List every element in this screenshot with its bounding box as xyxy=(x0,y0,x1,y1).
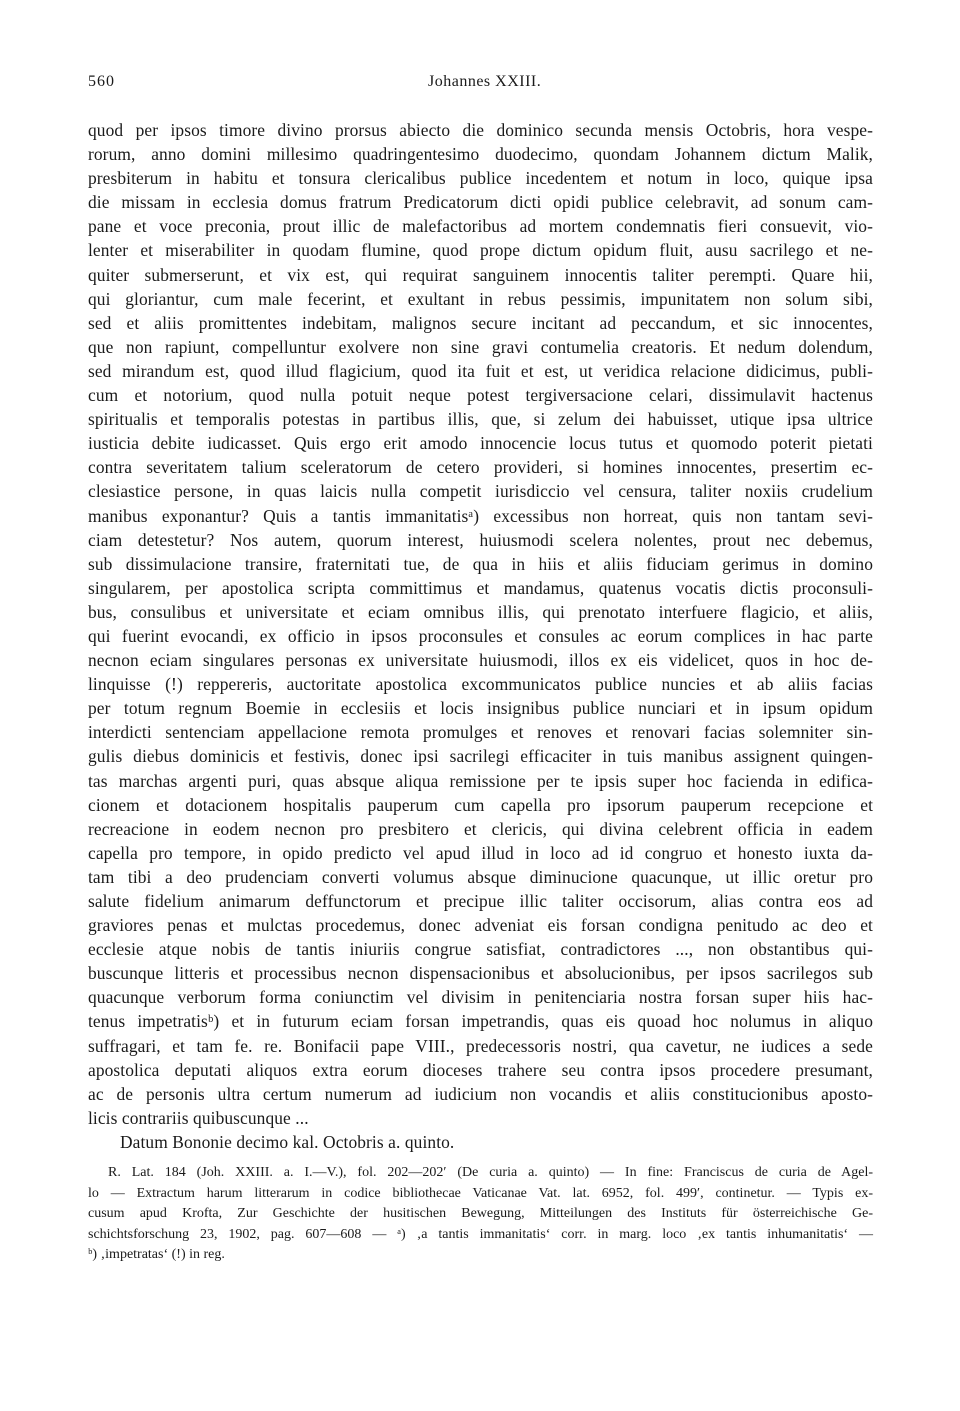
body-line: que non rapiunt, compelluntur exolvere non sine gravi contumelia creatoris. Et nedum dolendum, xyxy=(88,336,873,357)
body-line: apostolica deputati aliquos extra eorum dioceses trahere seu contra ipsos procedere presumant, xyxy=(88,1059,873,1080)
body-line: ac de personis ultra certum numerum ad iudicium non vocandis et aliis constitucionibus aposto- xyxy=(88,1083,873,1104)
body-line: singularem, per apostolica scripta committimus et mandamus, quatenus vocatis dictis proconsuli- xyxy=(88,577,873,598)
body-line: qui gloriantur, cum male fecerint, et exultant in rebus pessimis, impunitatem non solum sibi, xyxy=(88,288,873,309)
body-line: tas marchas argenti puri, quas absque aliqua remissione per te ipsis super hoc facienda in edifica- xyxy=(88,770,873,791)
body-line: presbiterum in habitu et tonsura clericalibus publice incedentem et notum in loco, quique ipsa xyxy=(88,168,873,189)
footnote-line: lo — Extractum harum litterarum in codice bibliothecae Vaticanae Vat. lat. 6952, fol. 499′, continetur. — Typis ex- xyxy=(88,1185,873,1201)
body-line: sed et aliis promittentes indebitam, malignos secure incitant ad peccandum, et sic innocentes, xyxy=(88,312,873,333)
body-line: sub dissimulacione transire, fraternitati tue, de qua in hiis et aliis fiduciam gerimus in domino xyxy=(88,553,873,574)
body-line: licis contrariis quibuscunque ... xyxy=(88,1107,309,1128)
footnote-line: R. Lat. 184 (Joh. XXIII. a. I.—V.), fol. 202—202′ (De curia a. quinto) — In fine: Franciscus de curia de Agel- xyxy=(108,1165,873,1180)
footnote-line: ᵇ) ‚impetratas‘ (!) in reg. xyxy=(88,1247,225,1263)
body-line: lenter et miserabiliter in quodam flumine, quod prope dictum opidum fluit, ausu sacrilego et ne- xyxy=(88,240,873,261)
running-head xyxy=(88,73,873,97)
body-line: necnon eciam singulares personas ex universitate huiusmodi, illos ex eis videlicet, quos in hoc de- xyxy=(88,650,873,671)
body-line: manibus exponantur? Quis a tantis immanitatisᵃ) excessibus non horreat, quis non tantam sevi- xyxy=(88,505,873,526)
footnote-line: schichtsforschung 23, 1902, pag. 607—608 — ᵃ) ‚a tantis immanitatis‘ corr. in marg. loco ‚ex tantis inhumanitatis‘ — xyxy=(88,1226,873,1242)
body-line: tam tibi a deo prudenciam converti volumus absque diminucione quacunque, ut illic oretur pro xyxy=(88,866,873,887)
body-line: cionem et dotacionem hospitalis pauperum cum capella pro ipsorum pauperum recepcione et xyxy=(88,794,873,815)
body-line: quod per ipsos timore divino prorsus abiecto die dominico secunda mensis Octobris, hora vespe- xyxy=(88,120,873,140)
body-line: recreacione in eodem necnon pro presbitero et clericis, qui divina celebrent officia in eadem xyxy=(88,818,873,839)
body-line: bus, consulibus et universitate et eciam omnibus illis, qui prenotato interfuere flagicio, et aliis, xyxy=(88,601,873,622)
datum-line: Datum Bononie decimo kal. Octobris a. quinto. xyxy=(120,1131,455,1152)
footnotes xyxy=(88,1163,873,1266)
running-title: Johannes XXIII. xyxy=(428,73,542,90)
body-line: interdicti sentenciam appellacione remota promulges et renoves et renovari facias solemniter sin- xyxy=(88,722,873,743)
footnote-line: cusum apud Krofta, Zur Geschichte der husitischen Bewegung, Mitteilungen des Instituts für österreichische Ge- xyxy=(88,1206,873,1222)
body-line: per totum regnum Boemie in ecclesiis et locis insignibus publice nunciari et in ipsum opidum xyxy=(88,698,873,719)
body-line: buscunque litteris et processibus necnon dispensacionibus et absolucionibus, per ipsos sacrilegos sub xyxy=(88,963,873,984)
body-line: linquisse (!) reppereris, auctoritate apostolica excommunicatos publice nuncies et ab aliis facias xyxy=(88,674,873,695)
body-line: gulis diebus dominicis et festivis, donec ipsi sacrilegi efficaciter in tuis manibus assignent quingen- xyxy=(88,746,873,767)
body-line: ecclesie atque nobis de tantis iniuriis congrue satisfiat, contradictores ..., non obstantibus qui- xyxy=(88,939,873,960)
body-line: tenus impetratisᵇ) et in futurum eciam forsan impetrandis, quas eis quoad hoc nolumus in aliquo xyxy=(88,1011,873,1032)
body-line: quiter submerserunt, et vix est, qui requirat sanguinem innocentis taliter perempti. Quare hii, xyxy=(88,264,873,285)
body-line: cum et notorium, quod nulla potuit neque potest tergiversacione celari, dissimulavit hactenus xyxy=(88,385,873,406)
body-line: die missam in ecclesia domus fratrum Predicatorum dicti opidi publice celebravit, ad sonum cam- xyxy=(88,192,873,213)
page-number: 560 xyxy=(88,73,115,90)
body-line: spiritualis et temporalis potestas in partibus illis, que, si zelum dei habuisset, utique ipsa ultrice xyxy=(88,409,873,430)
body-line: rorum, anno domini millesimo quadringentesimo duodecimo, quondam Johannem dictum Malik, xyxy=(88,144,873,165)
body-line: salute fidelium animarum deffunctorum et precipue illic taliter occisorum, alias contra eos ad xyxy=(88,891,873,911)
body-line: qui fuerint evocandi, ex officio in ipsos proconsules et consules ac eorum complices in hac parte xyxy=(88,625,873,646)
body-text xyxy=(88,118,873,1154)
body-line: graviores penas et mulctas procedemus, donec adveniat eis forsan condigna penitudo ac deo et xyxy=(88,915,873,936)
body-line: iusticia debite iudicasset. Quis ergo erit amodo innocencie locus tutus et quomodo poterit pietati xyxy=(88,433,873,454)
body-line: pane et voce preconia, prout illic de malefactoribus ad mortem condemnatis fieri consuevit, vio- xyxy=(88,216,873,237)
body-line: sed mirandum est, quod illud flagicium, quod ita fuit et est, ut veridica relacione didicimus, publi- xyxy=(88,360,873,381)
body-line: contra severitatem talium sceleratorum de cetero provideri, si homines innocentes, presertim ec- xyxy=(88,457,873,478)
body-line: quacunque verborum forma coniunctim vel divisim in penitenciaria nostra forsan super hiis hac- xyxy=(88,987,873,1008)
body-line: capella pro tempore, in opido predicto vel apud illud in loco ad id congruo et honesto iuxta da- xyxy=(88,842,873,863)
body-line: suffragari, et tam fe. re. Bonifacii pape VIII., predecessoris nostri, qua cavetur, ne iudices a sede xyxy=(88,1035,873,1056)
body-line: clesiastice persone, in quas laicis nulla competit iurisdiccio vel censura, taliter noxiis crudelium xyxy=(88,481,873,502)
body-line: ciam detestetur? Nos autem, quorum interest, huiusmodi scelera nolentes, prout nec debemus, xyxy=(88,529,873,550)
